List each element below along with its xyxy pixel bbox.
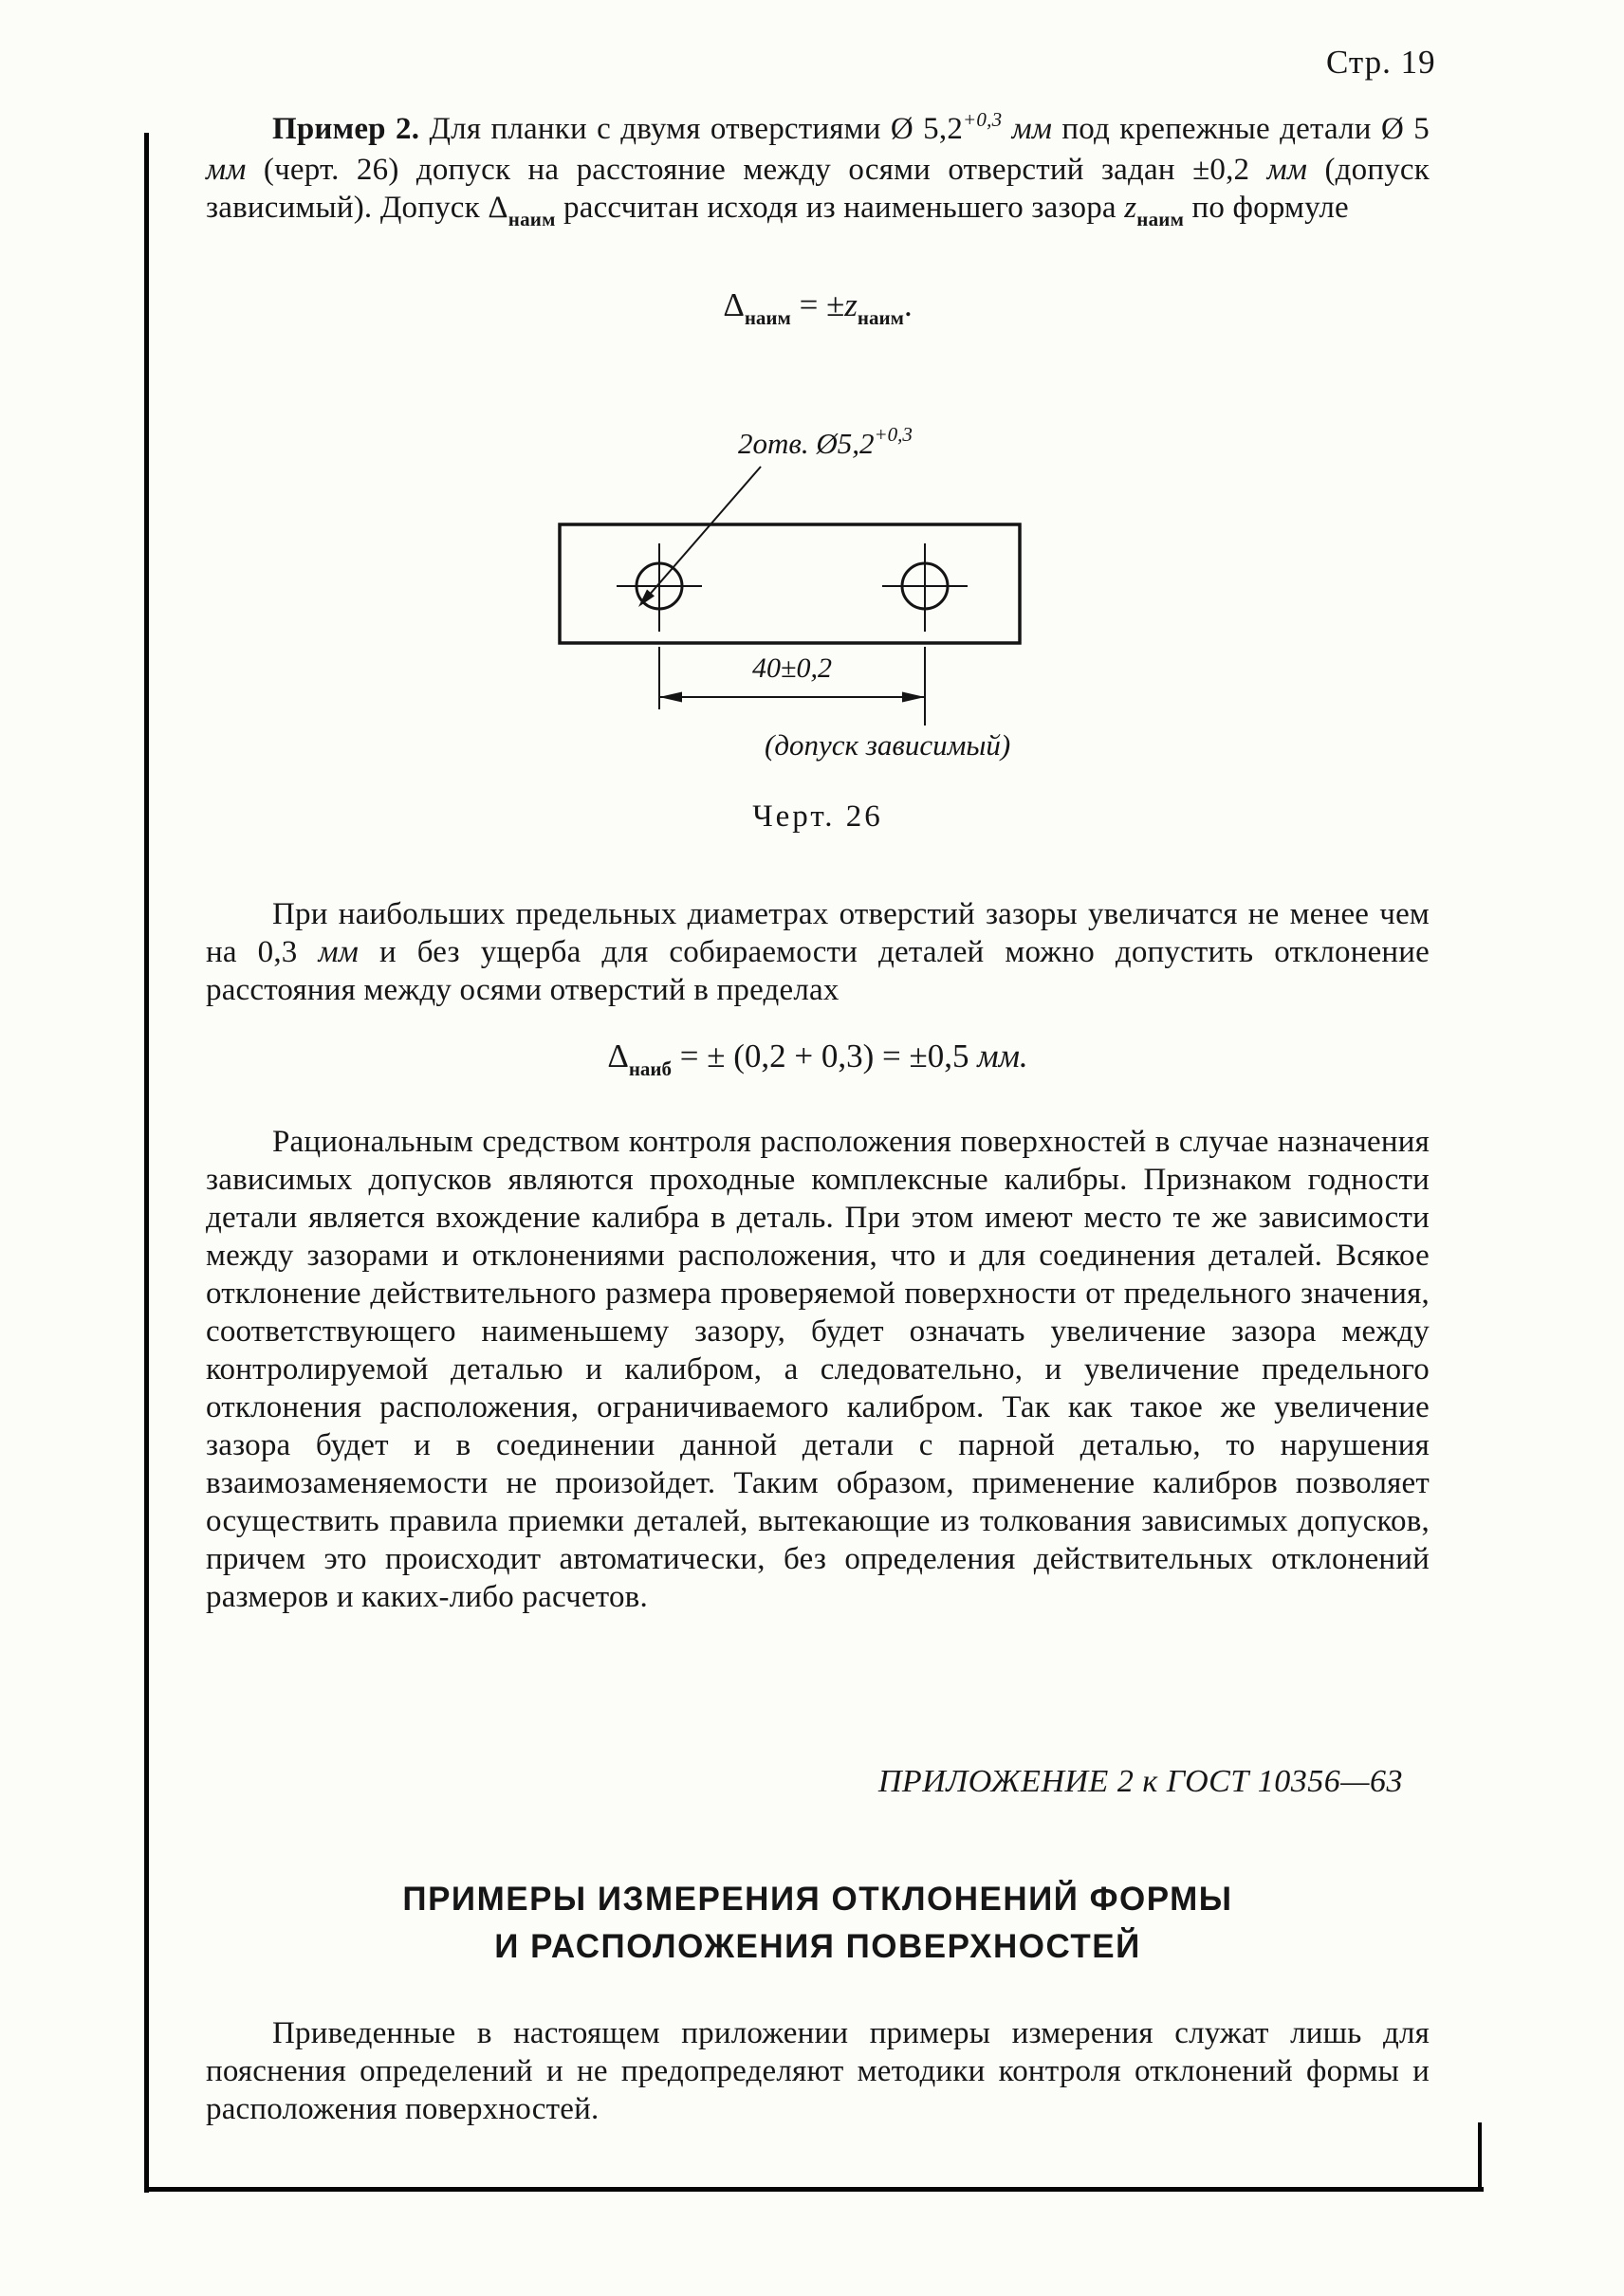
text-run: (допуск зависимый). Допуск Δ (206, 153, 1430, 225)
appendix-heading-line2: И РАСПОЛОЖЕНИЯ ПОВЕРХНОСТЕЙ (494, 1928, 1141, 1965)
text-run: по формуле (1184, 191, 1349, 225)
figure-caption: Черт. 26 (752, 799, 883, 834)
text-run: (черт. 26) допуск на расстояние между осями отверстий задан ±0,2 (246, 153, 1267, 187)
formula-delta-naib (206, 1038, 1430, 1080)
page-frame-right (1478, 2122, 1482, 2192)
z-symbol: z (844, 286, 858, 323)
equals-run: = ± (790, 286, 845, 323)
paragraph-example-2 (206, 110, 1430, 230)
appendix-heading-line1: ПРИМЕРЫ ИЗМЕРЕНИЯ ОТКЛОНЕНИЙ ФОРМЫ (402, 1881, 1233, 1918)
z-subscript: наим (857, 306, 904, 329)
appendix-heading (206, 1876, 1430, 1971)
delta-subscript: наиб (628, 1057, 673, 1080)
text-run: и без ущерба для собираемости деталей можно допустить отклонение расстояния между осями отверстий в пределах (206, 935, 1430, 1007)
holes-label-superscript: +0,3 (874, 423, 913, 446)
text-run: . (903, 286, 913, 323)
tolerance-superscript: +0,3 (963, 108, 1003, 131)
dependent-tolerance-note: (допуск зависимый) (765, 728, 1011, 762)
unit-mm: мм (1011, 112, 1053, 146)
paragraph-gauges: Рациональным средством контроля расположения поверхностей в случае назначения зависимых допусков являются проходные комплексные калибры. Признаком годности детали является вхождение калибра в деталь. При этом имеют место те же зависимости между зазорами и отклонениями расположения, что и для соединения деталей. Всякое отклонение действительного размера проверяемой поверхности от предельного значения, соответствующего наименьшему зазору, будет означать увеличение зазора между контролируемой деталью и калибром, а следовательно, и увеличение предельного отклонения расположения, ограничиваемого калибром. Так как такое же увеличение зазора будет и в соединении данной детали с парной деталью, то нарушения взаимозаменяемости не произойдет. Таким образом, применение калибров позволяет осуществить правила приемки деталей, вытекающие из толкования зависимых допусков, причем это происходит автоматически, без определения действительных отклонений размеров и каких-либо расчетов. (206, 1125, 1430, 1614)
holes-label (738, 423, 913, 461)
unit-mm: мм (1266, 153, 1308, 187)
text-run (1002, 112, 1011, 146)
unit-mm: мм (206, 153, 247, 187)
paragraph-clearance (206, 895, 1430, 1009)
page-frame-left (144, 133, 149, 2193)
z-symbol: z (1124, 191, 1137, 225)
delta-symbol: Δ (723, 286, 745, 323)
delta-symbol: Δ (607, 1038, 629, 1075)
holes-label-text: 2отв. Ø5,2 (738, 427, 875, 460)
paragraph-appendix-intro: Приведенные в настоящем приложении примеры измерения служат лишь для пояснения определений и не предопределяют методики контроля отклонений формы и расположения поверхностей. (206, 2016, 1430, 2126)
text-run: При наибольших предельных диаметрах отверстий зазоры увеличатся не менее чем на 0,3 (206, 897, 1430, 969)
text-run: Для планки с двумя отверстиями Ø 5,2 (419, 112, 964, 146)
example-2-lead: Пример 2. (272, 112, 420, 146)
appendix-reference: ПРИЛОЖЕНИЕ 2 к ГОСТ 10356—63 (877, 1764, 1403, 1799)
page-number: Стр. 19 (1326, 44, 1436, 81)
formula-delta-naim (206, 286, 1430, 329)
page-content (206, 0, 1430, 2296)
delta-subscript: наим (508, 208, 556, 230)
unit-mm: мм (318, 935, 359, 969)
z-subscript: наим (1136, 208, 1185, 230)
text-run: рассчитан исходя из наименьшего зазора (555, 191, 1125, 225)
delta-subscript: наим (744, 306, 791, 329)
figure-26 (474, 408, 1138, 787)
equation-run: = ± (0,2 + 0,3) = ±0,5 (672, 1038, 978, 1075)
text-run: под крепежные детали Ø 5 (1052, 112, 1430, 146)
unit-mm: мм. (977, 1038, 1028, 1075)
dimension-label: 40±0,2 (752, 652, 832, 684)
